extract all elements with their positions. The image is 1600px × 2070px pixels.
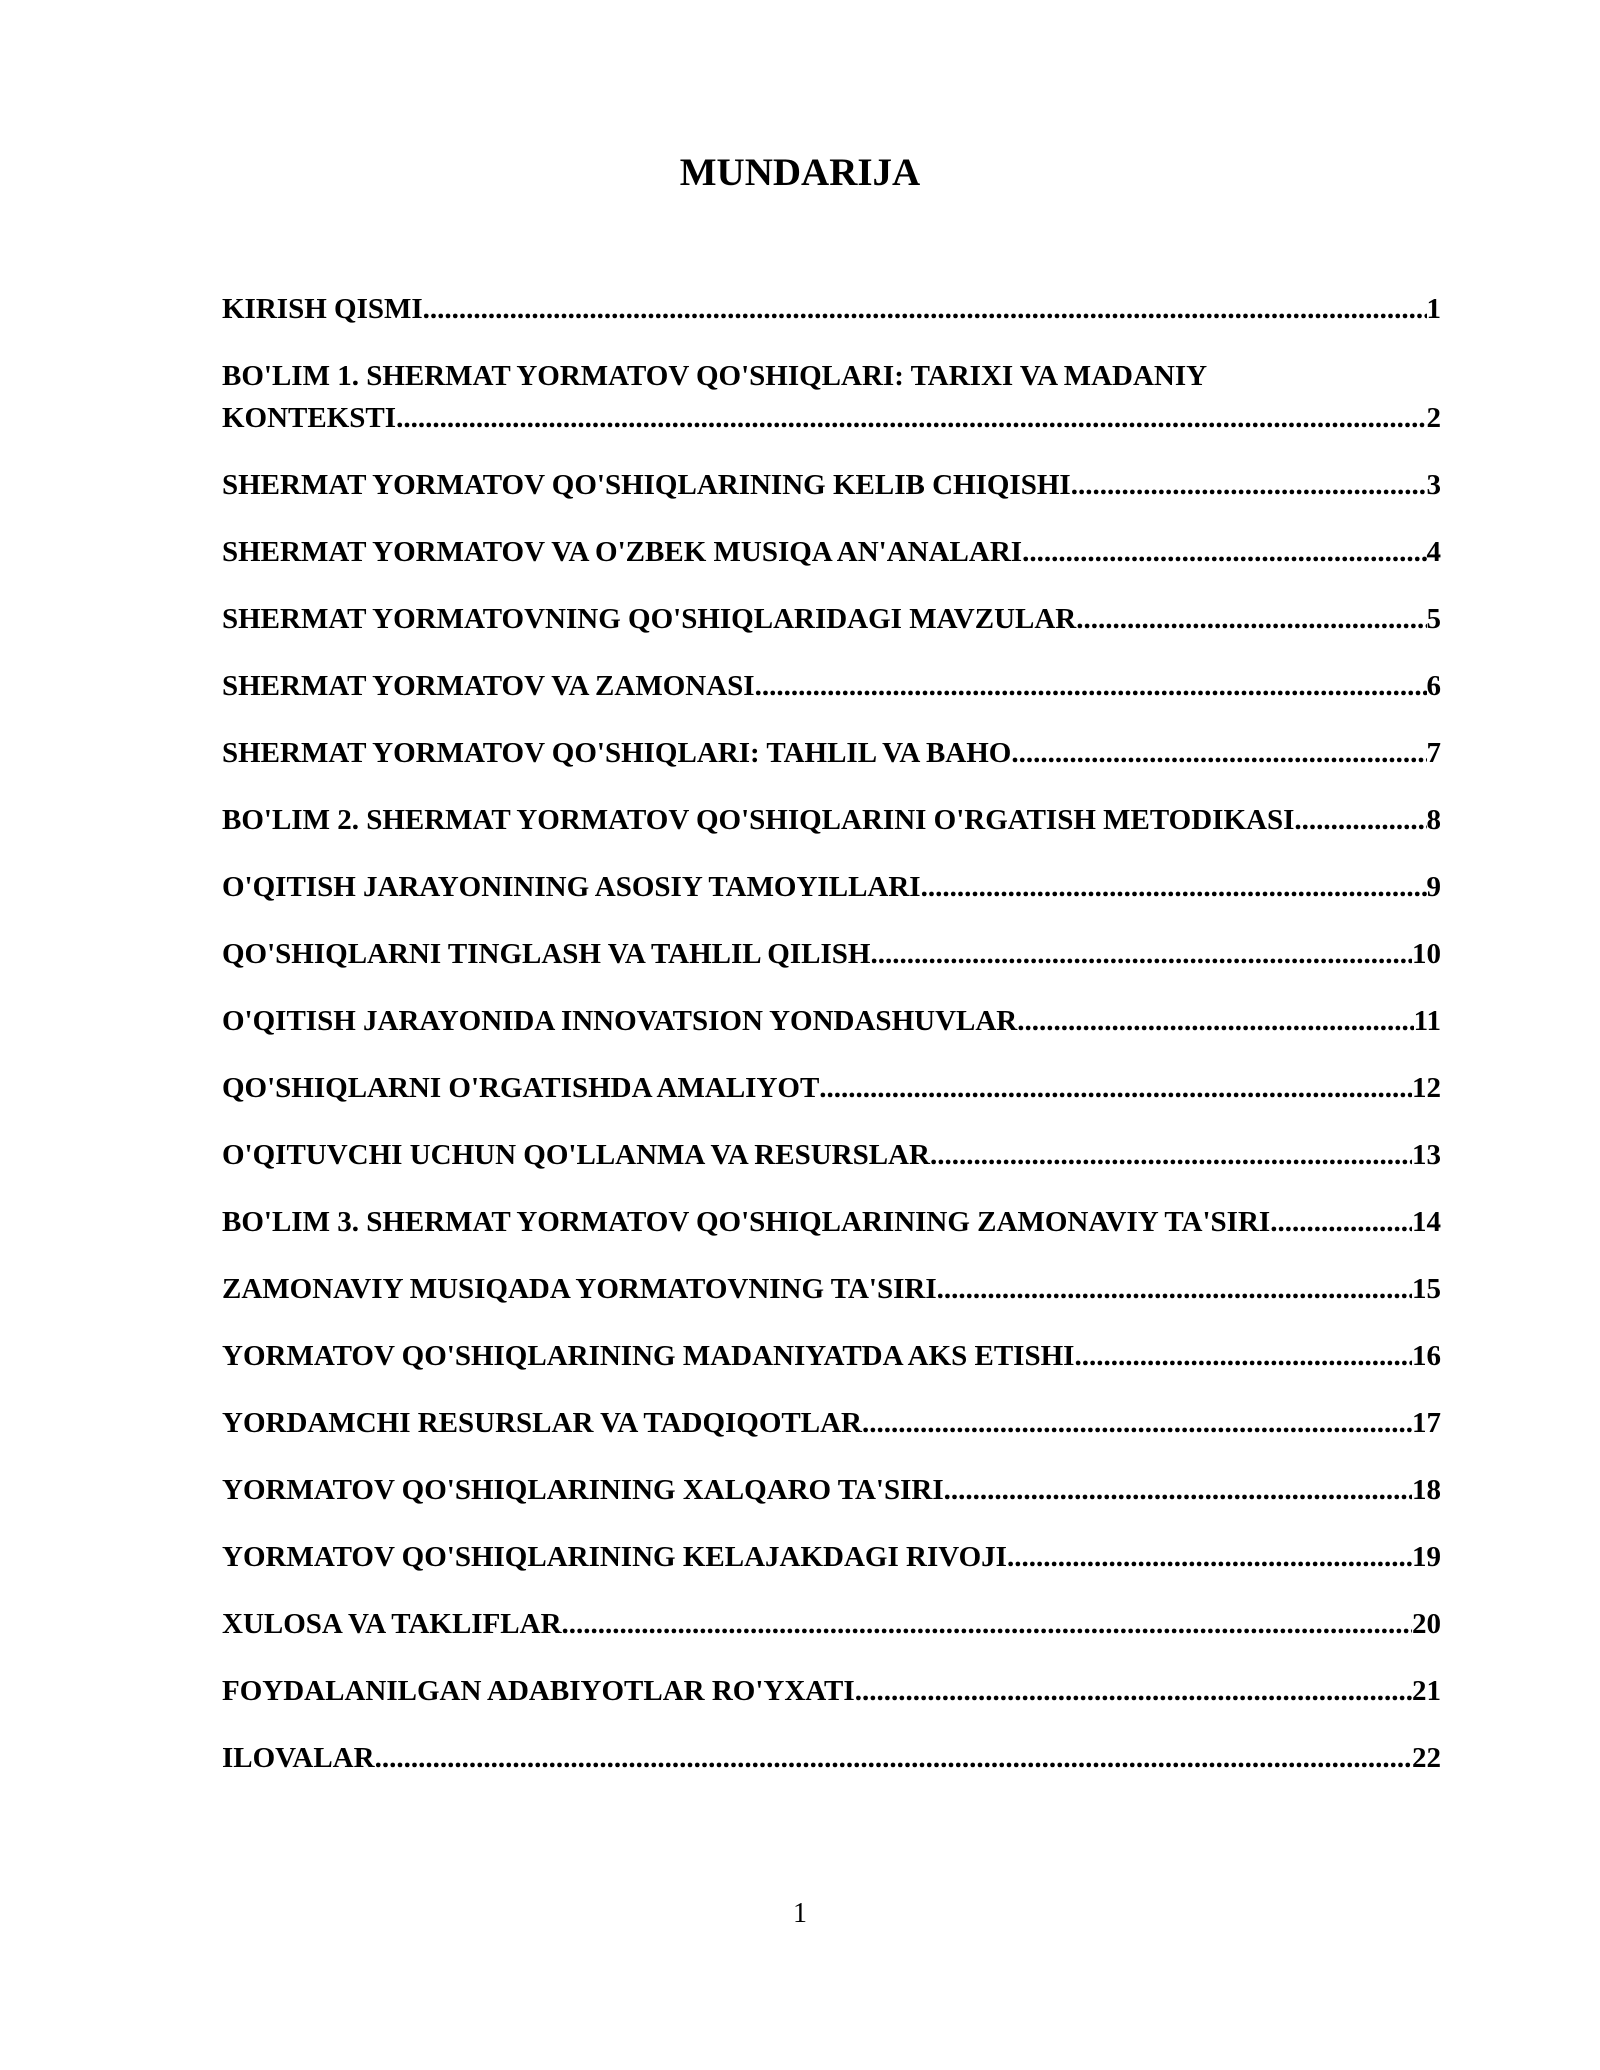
toc-entry-row xyxy=(222,799,1441,841)
toc-entry-page-number: 20 xyxy=(1412,1608,1441,1640)
toc-entry[interactable] xyxy=(222,1670,1441,1712)
page-title: MUNDARIJA xyxy=(679,151,921,194)
toc-entry-page-number: 8 xyxy=(1426,804,1441,836)
toc-entry-page-number: 10 xyxy=(1412,938,1441,970)
toc-entry-title: SHERMAT YORMATOV VA O'ZBEK MUSIQA AN'ANALARI xyxy=(222,536,1023,568)
toc-entry[interactable] xyxy=(222,1536,1441,1578)
toc-entry-row xyxy=(222,531,1441,573)
toc-entry-page-number: 14 xyxy=(1412,1206,1441,1238)
toc-entry-row xyxy=(222,1268,1441,1310)
toc-entry-row xyxy=(222,732,1441,774)
dot-leader xyxy=(819,1067,1412,1109)
dot-leader xyxy=(862,1402,1412,1444)
toc-entry-row xyxy=(222,866,1441,908)
dot-leader xyxy=(930,1134,1412,1176)
toc-entry-row xyxy=(222,1670,1441,1712)
dot-leader xyxy=(855,1670,1412,1712)
dot-leader xyxy=(755,665,1427,707)
dot-leader xyxy=(870,933,1412,975)
toc-entry-title: ILOVALAR xyxy=(222,1742,375,1774)
toc-entry-row xyxy=(222,1134,1441,1176)
toc-entry[interactable] xyxy=(222,1000,1441,1042)
toc-entry-row xyxy=(222,1402,1441,1444)
toc-entry[interactable] xyxy=(222,1737,1441,1779)
toc-entry-page-number: 11 xyxy=(1413,1005,1441,1037)
toc-entry-page-number: 17 xyxy=(1412,1407,1441,1439)
dot-leader xyxy=(921,866,1427,908)
toc-entry[interactable] xyxy=(222,933,1441,975)
toc-entry[interactable] xyxy=(222,1067,1441,1109)
toc-entry[interactable] xyxy=(222,464,1441,506)
toc-entry-title: O'QITISH JARAYONINING ASOSIY TAMOYILLARI xyxy=(222,871,921,903)
toc-entry[interactable] xyxy=(222,1134,1441,1176)
toc-entry-title: SHERMAT YORMATOV QO'SHIQLARINING KELIB CHIQISHI xyxy=(222,469,1071,501)
toc-entry-page-number: 16 xyxy=(1412,1340,1441,1372)
toc-entry-title: YORDAMCHI RESURSLAR VA TADQIQOTLAR xyxy=(222,1407,862,1439)
toc-entry-title: KONTEKSTI xyxy=(222,402,397,434)
toc-entry-title: XULOSA VA TAKLIFLAR xyxy=(222,1608,562,1640)
toc-entry-page-number: 1 xyxy=(1426,293,1441,325)
toc-entry-page-number: 5 xyxy=(1426,603,1441,635)
toc-entry[interactable] xyxy=(222,598,1441,640)
toc-entry-row xyxy=(222,933,1441,975)
toc-entry-page-number: 7 xyxy=(1426,737,1441,769)
toc-entry-title: ZAMONAVIY MUSIQADA YORMATOVNING TA'SIRI xyxy=(222,1273,937,1305)
toc-entry-page-number: 13 xyxy=(1412,1139,1441,1171)
dot-leader xyxy=(1022,531,1426,573)
toc-entry-page-number: 3 xyxy=(1426,469,1441,501)
toc-entry-title: SHERMAT YORMATOV QO'SHIQLARI: TAHLIL VA BAHO xyxy=(222,737,1012,769)
toc-entry-row xyxy=(222,1469,1441,1511)
table-of-contents xyxy=(222,288,1441,1804)
toc-entry-row xyxy=(222,1335,1441,1377)
dot-leader xyxy=(1074,1335,1412,1377)
dot-leader xyxy=(375,1737,1412,1779)
page-number: 1 xyxy=(793,1898,807,1929)
dot-leader xyxy=(1294,799,1426,841)
toc-entry[interactable] xyxy=(222,1268,1441,1310)
toc-entry-page-number: 15 xyxy=(1412,1273,1441,1305)
toc-entry[interactable] xyxy=(222,288,1441,330)
toc-entry-page-number: 2 xyxy=(1426,402,1441,434)
dot-leader xyxy=(1071,464,1427,506)
toc-entry-row xyxy=(222,1067,1441,1109)
dot-leader xyxy=(937,1268,1412,1310)
dot-leader xyxy=(562,1603,1412,1645)
toc-entry-title: O'QITISH JARAYONIDA INNOVATSION YONDASHUVLAR xyxy=(222,1005,1018,1037)
toc-entry-row xyxy=(222,1000,1441,1042)
toc-entry[interactable] xyxy=(222,732,1441,774)
toc-entry-title: QO'SHIQLARNI O'RGATISHDA AMALIYOT xyxy=(222,1072,820,1104)
toc-entry-title: YORMATOV QO'SHIQLARINING XALQARO TA'SIRI xyxy=(222,1474,944,1506)
toc-entry-row xyxy=(222,598,1441,640)
toc-entry-row xyxy=(222,1603,1441,1645)
toc-entry-page-number: 18 xyxy=(1412,1474,1441,1506)
dot-leader xyxy=(1076,598,1426,640)
toc-entry-page-number: 12 xyxy=(1412,1072,1441,1104)
dot-leader xyxy=(396,397,1426,439)
toc-entry-page-number: 21 xyxy=(1412,1675,1441,1707)
toc-entry-row xyxy=(222,665,1441,707)
toc-entry-row xyxy=(222,397,1441,439)
toc-entry-title: SHERMAT YORMATOV VA ZAMONASI xyxy=(222,670,755,702)
toc-entry[interactable] xyxy=(222,1469,1441,1511)
toc-entry[interactable] xyxy=(222,1201,1441,1243)
toc-entry-row xyxy=(222,1201,1441,1243)
toc-entry[interactable] xyxy=(222,1603,1441,1645)
toc-entry-title: SHERMAT YORMATOVNING QO'SHIQLARIDAGI MAVZULAR xyxy=(222,603,1077,635)
toc-entry-row xyxy=(222,1536,1441,1578)
toc-entry-row xyxy=(222,464,1441,506)
toc-entry-page-number: 4 xyxy=(1426,536,1441,568)
toc-entry-row xyxy=(222,288,1441,330)
toc-entry-title: YORMATOV QO'SHIQLARINING KELAJAKDAGI RIVOJI xyxy=(222,1541,1007,1573)
toc-entry-title: YORMATOV QO'SHIQLARINING MADANIYATDA AKS ETISHI xyxy=(222,1340,1075,1372)
toc-entry-row xyxy=(222,1737,1441,1779)
dot-leader xyxy=(1007,1536,1412,1578)
dot-leader xyxy=(1011,732,1426,774)
toc-entry[interactable] xyxy=(222,665,1441,707)
toc-entry-page-number: 22 xyxy=(1412,1742,1441,1774)
toc-entry-page-number: 9 xyxy=(1426,871,1441,903)
toc-entry[interactable] xyxy=(222,531,1441,573)
toc-entry[interactable] xyxy=(222,1402,1441,1444)
dot-leader xyxy=(944,1469,1412,1511)
toc-entry-title: QO'SHIQLARNI TINGLASH VA TAHLIL QILISH xyxy=(222,938,871,970)
toc-entry-title: BO'LIM 2. SHERMAT YORMATOV QO'SHIQLARINI O'RGATISH METODIKASI xyxy=(222,804,1295,836)
dot-leader xyxy=(423,288,1427,330)
dot-leader xyxy=(1270,1201,1412,1243)
toc-entry-title: BO'LIM 3. SHERMAT YORMATOV QO'SHIQLARINING ZAMONAVIY TA'SIRI xyxy=(222,1206,1271,1238)
toc-entry[interactable] xyxy=(222,1335,1441,1377)
toc-entry-title: O'QITUVCHI UCHUN QO'LLANMA VA RESURSLAR xyxy=(222,1139,930,1171)
toc-entry-title: KIRISH QISMI xyxy=(222,293,423,325)
toc-entry-title-line: BO'LIM 1. SHERMAT YORMATOV QO'SHIQLARI: TARIXI VA MADANIY xyxy=(222,360,1208,392)
toc-entry-page-number: 19 xyxy=(1412,1541,1441,1573)
dot-leader xyxy=(1017,1000,1413,1042)
toc-entry-title: FOYDALANILGAN ADABIYOTLAR RO'YXATI xyxy=(222,1675,855,1707)
toc-entry[interactable] xyxy=(222,866,1441,908)
toc-entry[interactable] xyxy=(222,355,1441,439)
toc-entry[interactable] xyxy=(222,799,1441,841)
toc-entry-page-number: 6 xyxy=(1426,670,1441,702)
